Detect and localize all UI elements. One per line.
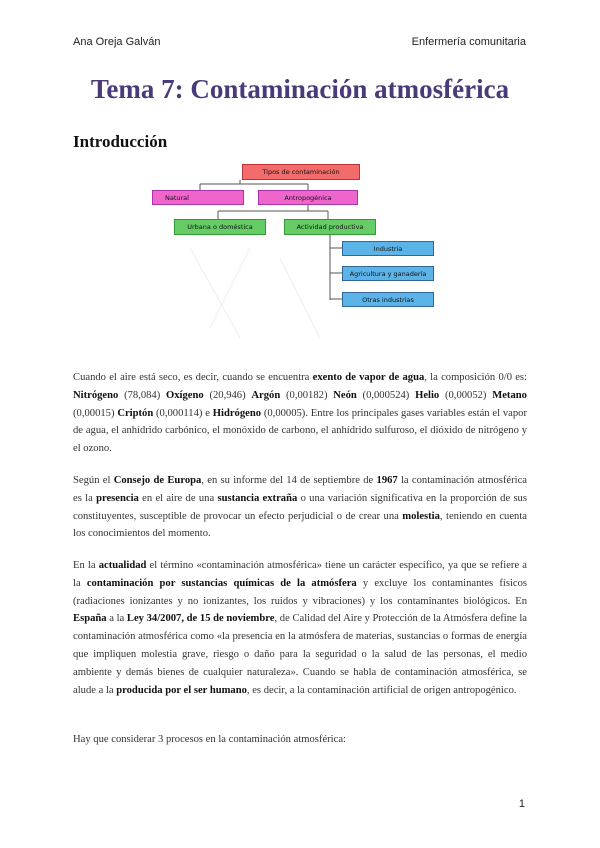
diagram-root-label: Tipos de contaminación — [262, 168, 340, 176]
pollution-types-diagram — [130, 158, 450, 358]
section-title: Introducción — [73, 132, 168, 151]
text-run: , la composición 0/0 es: — [424, 372, 527, 383]
text-run: Según el — [73, 475, 114, 486]
page-title: Tema 7: Contaminación atmosférica — [90, 74, 510, 104]
bold-term: sustancia extraña — [217, 492, 298, 504]
diagram-urbana-box — [174, 219, 266, 235]
paragraph-composition — [73, 369, 527, 458]
bold-term: molestia — [402, 510, 440, 522]
diagram-natural-label: Natural — [165, 193, 189, 202]
text-run: a la — [106, 613, 127, 625]
bold-term: Oxígeno — [166, 389, 204, 401]
bold-term: producida por el ser humano — [116, 684, 247, 696]
text-run: o una variación significativa en la proporción de sus constituyentes, susceptible de provocar un efecto perjudicial o de crear una — [73, 492, 527, 522]
text-run: (0,000524) — [356, 389, 416, 401]
bold-term: Nitrógeno — [73, 389, 119, 401]
text-run: (0,00015) — [73, 407, 118, 419]
text-run: , teniendo en cuenta los conocimientos del momento. — [73, 510, 527, 540]
diagram-antropogenica-label: Antropogénica — [284, 193, 332, 202]
text-run: (0,00052) — [439, 389, 493, 401]
diagram-actividad-box — [284, 219, 376, 235]
diagram-industria-label: Industria — [373, 244, 403, 253]
diagram-industria-box — [342, 241, 434, 256]
diagram-agricultura-box — [342, 266, 434, 281]
text-run: (20,946) — [203, 389, 252, 401]
bold-term: Helio — [415, 389, 440, 401]
bold-term: España — [73, 613, 107, 625]
text-run: la contaminación atmosférica es la — [73, 475, 527, 504]
diagram-connectors — [130, 158, 450, 358]
paragraph-actualidad — [73, 557, 527, 699]
text-run: el término «contaminación atmosférica» tiene un carácter específico, ya que se refiere a la — [73, 560, 528, 589]
bold-term: Hidrógeno — [212, 407, 262, 419]
diagram-watermark — [190, 248, 320, 338]
bold-term: Consejo de Europa — [113, 475, 202, 486]
bold-term: Metano — [492, 389, 527, 401]
text-run: en el aire de una — [138, 492, 218, 504]
text-run: (0,00182) — [280, 389, 334, 401]
text-run: Hay que considerar 3 procesos en la contaminación atmosférica: — [73, 734, 346, 745]
diagram-otras-label: Otras industrias — [362, 295, 414, 304]
header-author: Ana Oreja Galván — [73, 36, 161, 48]
bold-term: Argón — [251, 389, 281, 401]
text-run: (0,000114) e — [153, 407, 213, 419]
text-run: , de Calidad del Aire y Protección de la Atmósfera define la contaminación atmosférica como «la presencia en la atmósfera de materias, sustancias o formas de energía que impliquen molestia grave, riesgo o daño para la seguridad o la salud de las personas, el medio ambiente y demás bienes de cualquier naturaleza». Cuando se habla de contaminación atmosférica, se alude a la — [73, 613, 527, 696]
diagram-root-box — [242, 164, 360, 180]
bold-term: Neón — [333, 389, 357, 401]
text-run: , es decir, a la contaminación artificial de origen antropogénico. — [246, 684, 517, 696]
bold-term: actualidad — [98, 560, 147, 571]
header-subject: Enfermería comunitaria — [411, 36, 526, 48]
bold-term: exento de vapor de agua — [312, 372, 425, 383]
diagram-actividad-label: Actividad productiva — [296, 223, 364, 231]
bold-term: 1967 — [376, 475, 398, 486]
bold-term: presencia — [96, 492, 139, 504]
text-run: Cuando el aire está seco, es decir, cuando se encuentra — [73, 372, 313, 383]
text-run: (78,084) — [118, 389, 167, 401]
bold-term: Ley 34/2007, de 15 de noviembre — [126, 613, 275, 625]
bold-term: Criptón — [117, 407, 154, 419]
diagram-natural-box — [152, 190, 244, 205]
text-run: y excluye los contaminantes físicos (radiaciones ionizantes y no ionizantes, los ruidos y vibraciones) y los contaminantes biológicos. En — [73, 577, 528, 607]
diagram-agricultura-label: Agricultura y ganadería — [349, 269, 427, 278]
diagram-urbana-label: Urbana o doméstica — [187, 223, 253, 231]
text-run: (0,00005). Entre los principales gases variables están el vapor de agua, el anhídrido carbónico, el monóxido de carbono, el anhídrido sulfuroso, el dióxido de nitrógeno y el ozono. — [73, 407, 528, 455]
paragraph-procesos — [73, 731, 527, 749]
diagram-antropogenica-box — [258, 190, 358, 205]
paragraph-consejo-europa — [73, 472, 527, 543]
text-run: , en su informe del 14 de septiembre de — [201, 475, 377, 486]
bold-term: contaminación por sustancias químicas de la atmósfera — [86, 577, 357, 589]
text-run: En la — [73, 560, 99, 571]
page-number: 1 — [518, 798, 525, 810]
diagram-otras-box — [342, 292, 434, 307]
